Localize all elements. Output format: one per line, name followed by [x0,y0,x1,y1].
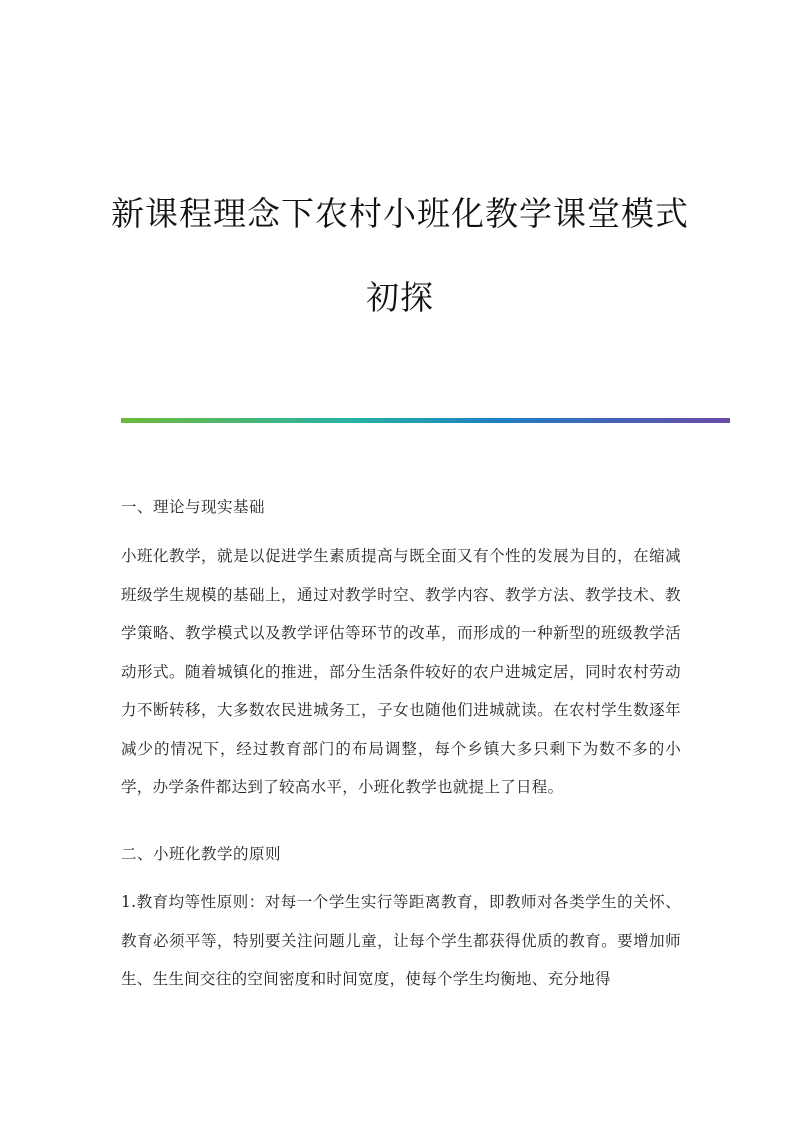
section-paragraph-1: 小班化教学，就是以促进学生素质提高与既全面又有个性的发展为目的，在缩减班级学生规模的基础上，通过对教学时空、教学内容、教学方法、教学技术、教学策略、教学模式以及教学评估等环节的改革，而形成的一种新型的班级教学活动形式。随着城镇化的推进，部分生活条件较好的农户进城定居，同时农村劳动力不断转移，大多数农民进城务工，子女也随他们进城就读。在农村学生数逐年减少的情况下，经过教育部门的布局调整，每个乡镇大多只剩下为数不多的小学，办学条件都达到了较高水平，小班化教学也就提上了日程。 [121,547,681,796]
document-title-line-1: 新课程理念下农村小班化教学课堂模式 [111,194,689,233]
document-title-line-2: 初探 [366,278,434,317]
section-heading-2: 二、小班化教学的原则 [121,845,282,863]
title-divider [121,418,730,423]
section-heading-1: 一、理论与现实基础 [121,498,266,516]
section-paragraph-2: 1.教育均等性原则：对每一个学生实行等距离教育，即教师对各类学生的关怀、教育必须平等，特别要关注问题儿童，让每个学生都获得优质的教育。要增加师生、生生间交往的空间密度和时间宽度，使每个学生均衡地、充分地得 [121,893,681,988]
